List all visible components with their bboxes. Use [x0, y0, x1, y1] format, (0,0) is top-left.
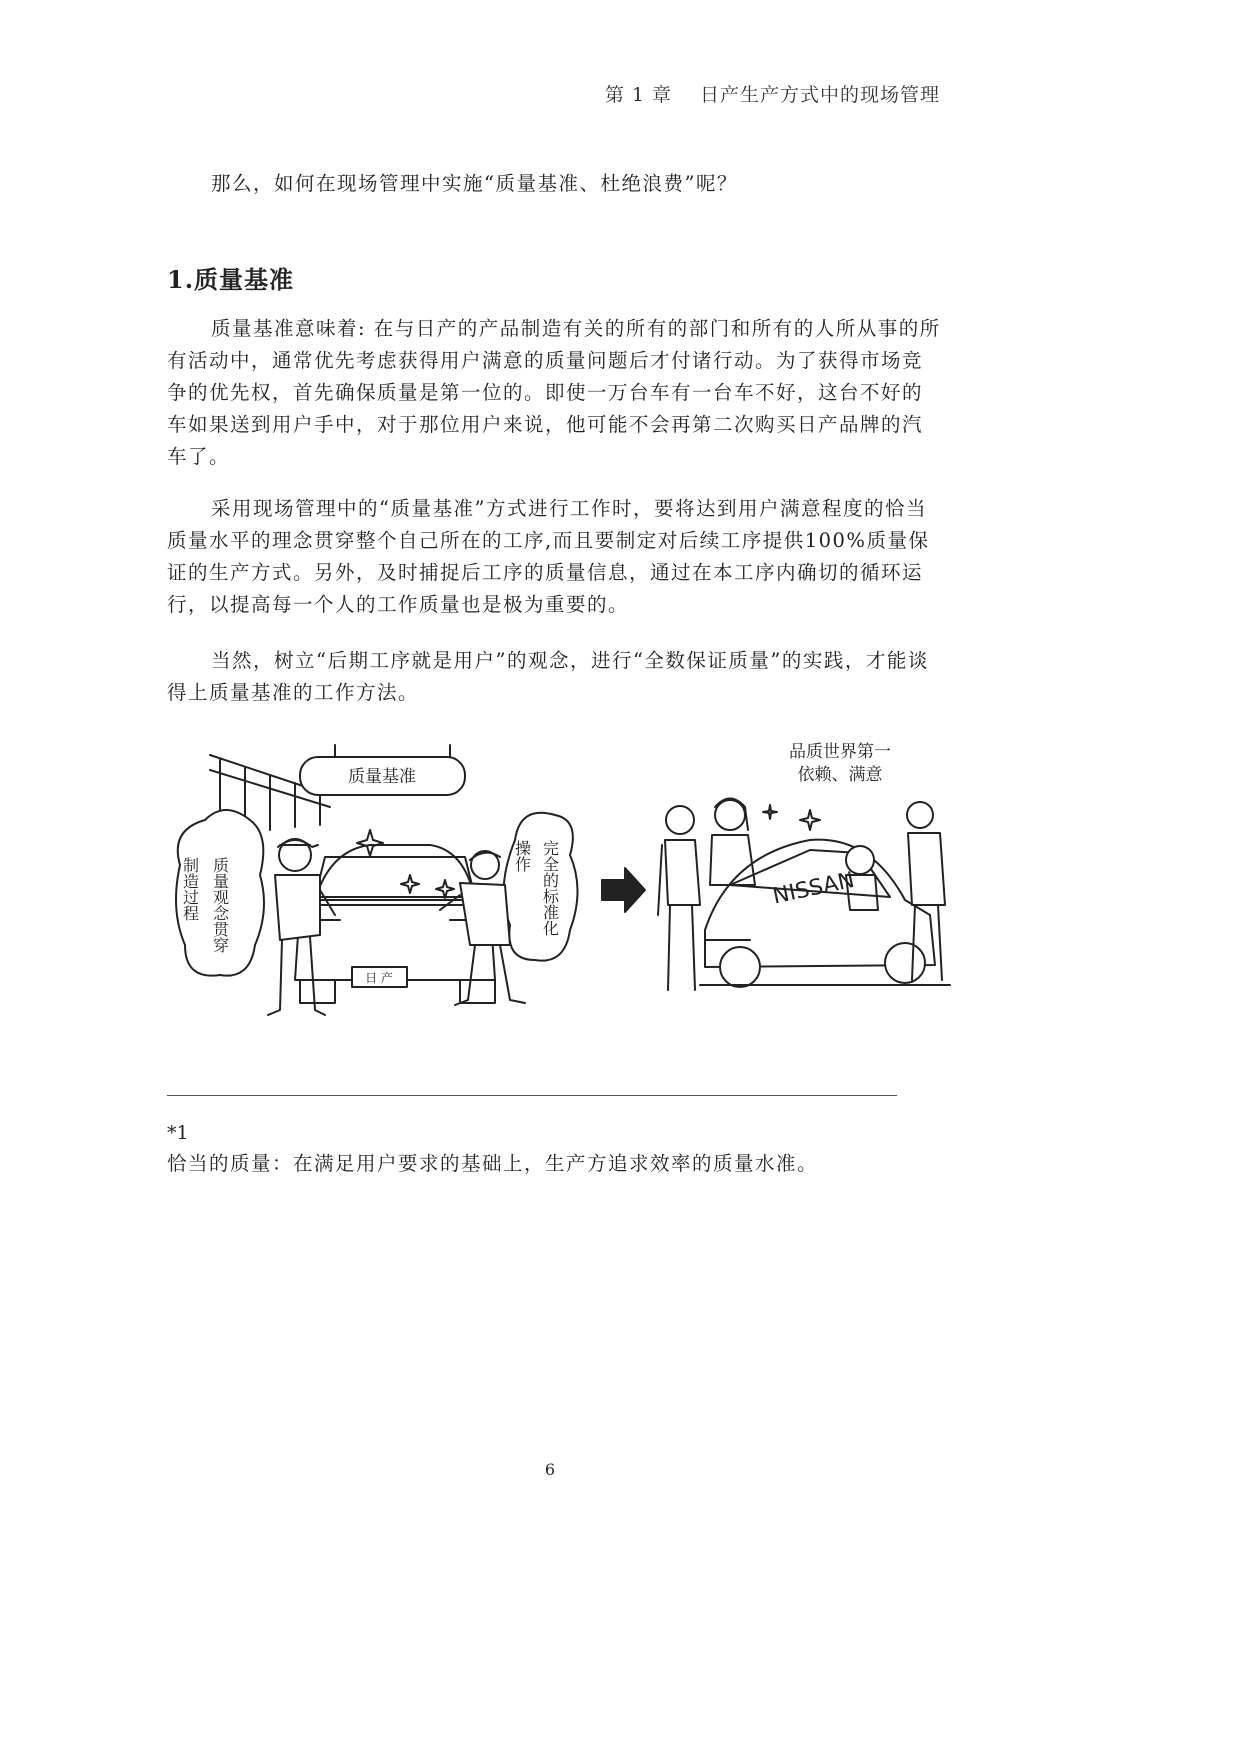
right-bubble-text-1: 操作 — [512, 840, 532, 872]
paragraph-1: 质量基准意味着: 在与日产的产品制造有关的所有的部门和所有的人所从事的所有活动中，通常优先考虑获得用户满意的质量问题后才付诸行动。为了获得市场竞争的优先权，首先确保质量是第一位的。即使一万台车有一台车不好，这台不好的车如果送到用户手中，对于那位用户来说，他可能不会再第二次购买日产品牌的汽车了。 — [167, 317, 941, 468]
intro-paragraph: 那么，如何在现场管理中实施“质量基准、杜绝浪费”呢？ — [211, 172, 738, 195]
chapter-title: 日产生产方式中的现场管理 — [699, 84, 940, 106]
chapter-number: 第 1 章 — [604, 84, 672, 106]
paragraph-3: 当然，树立“后期工序就是用户”的观念，进行“全数保证质量”的实践，才能谈得上质量基准的工作方法。 — [167, 649, 929, 704]
right-bubble-text-2: 完全的标准化 — [540, 840, 560, 936]
paragraph-2: 采用现场管理中的“质量基准”方式进行工作时，要将达到用户满意程度的恰当质量水平的理念贯穿整个自己所在的工序,而且要制定对后续工序提供100%质量保证的生产方式。另外，及时捕捉后工序的质量信息，通过在本工序内确切的循环运行，以提高每一个人的工作质量也是极为重要的。 — [167, 497, 930, 616]
license-plate: 日 产 — [365, 971, 393, 985]
footnote-marker: *1 — [167, 1122, 189, 1144]
brand-logo: NISSAN — [770, 867, 857, 910]
running-header — [0, 80, 940, 107]
footnote-text: 恰当的质量：在满足用户要求的基础上，生产方追求效率的质量水准。 — [167, 1152, 819, 1175]
section-heading: 1.质量基准 — [167, 265, 295, 294]
quality-illustration — [170, 735, 955, 1020]
page-number: 6 — [544, 1460, 556, 1479]
sign-label: 质量基准 — [348, 767, 416, 787]
left-bubble-text-1: 制造过程 — [180, 857, 200, 921]
footnote-divider — [167, 1095, 897, 1096]
caption-line-2: 依赖、满意 — [797, 765, 883, 785]
left-bubble-text-2: 质量观念贯穿 — [210, 857, 230, 953]
caption-line-1: 品质世界第一 — [789, 742, 891, 762]
